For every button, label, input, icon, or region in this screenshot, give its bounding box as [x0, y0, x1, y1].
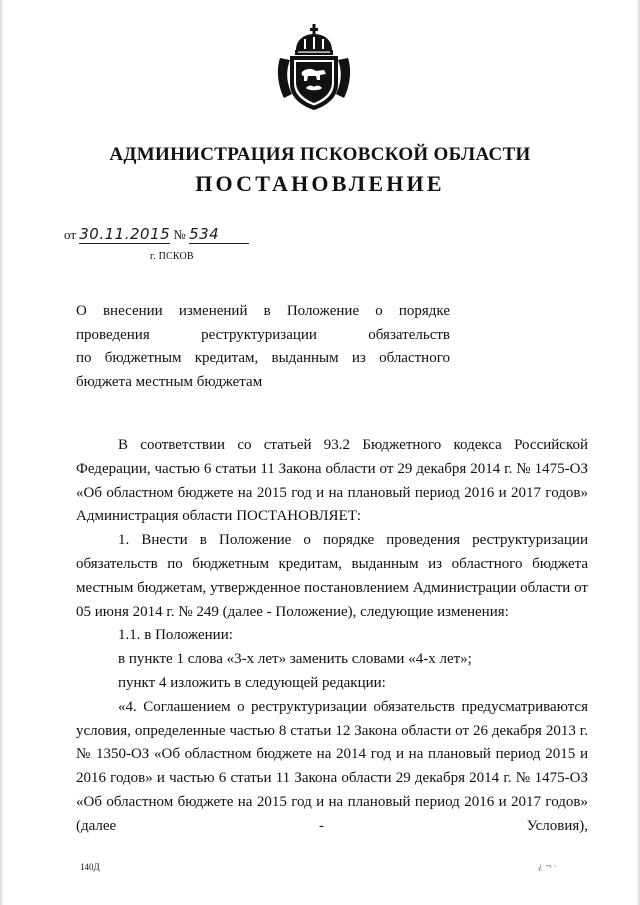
body-paragraph: В соответствии со статьей 93.2 Бюджетного кодекса Российской Федерации, частью 6 статьи 11 Закона области от 29 декабря 2014 г. № 1475-ОЗ «Об областном бюджете на 2015 год и на плановый период 2016 и 2017 годов» Администрация области ПОСТАНОВЛЯЕТ: — [76, 437, 588, 525]
number-value: 534 — [189, 225, 220, 243]
date-prefix: от — [64, 227, 77, 242]
date-number-line — [64, 226, 249, 244]
pskov-coat-of-arms-icon — [274, 24, 354, 112]
body-paragraph: в пункте 1 слова «3-х лет» заменить словами «4-х лет»; — [118, 651, 472, 668]
scan-edge-left — [0, 0, 3, 905]
date-field — [79, 226, 170, 244]
city-label: г. ПСКОВ — [150, 251, 194, 262]
number-sign: № — [173, 227, 186, 242]
footer-code: 140Д — [80, 862, 100, 872]
body-paragraph: «4. Соглашением о реструктуризации обязательств предусматриваются условия, определенные частью 8 статьи 12 Закона области от 26 декабря 2013 г. № 1350-ОЗ «Об областном бюджете на 2014 год и на плановый период 2015 и 2016 годов» и частью 6 статьи 11 Закона области 29 декабря 2014 г. № 1475-ОЗ «Об областном бюджете на 2015 год и на плановый период 2016 и 2017 годов» (далее - Условия), — [76, 698, 588, 834]
body-paragraph: 1.1. в Положении: — [118, 627, 233, 644]
date-value: 30.11.2015 — [79, 225, 171, 243]
subject-line: О внесении изменений в Положение о порядке — [76, 303, 450, 319]
body-paragraph: 1. Внести в Положение о порядке проведения реструктуризации обязательств по бюджетным кредитам, выданным из областного бюджета местным бюджетам, утвержденное постановлением Администрации области от 05 июня 2014 г. № 249 (далее - Положение), следующие изменения: — [76, 532, 588, 620]
scan-mark: ¿ ¬ · — [538, 862, 557, 871]
document-body — [76, 434, 588, 839]
number-field — [189, 226, 249, 244]
document-type-title: ПОСТАНОВЛЕНИЕ — [195, 171, 445, 196]
subject-line: по бюджетным кредитам, выданным из областного — [76, 350, 450, 366]
document-subject — [76, 300, 450, 394]
organization-title: АДМИНИСТРАЦИЯ ПСКОВСКОЙ ОБЛАСТИ — [109, 144, 531, 165]
subject-line: проведения реструктуризации обязательств — [76, 326, 450, 343]
body-paragraph: пункт 4 изложить в следующей редакции: — [118, 674, 386, 691]
subject-line: бюджета местным бюджетам — [76, 373, 263, 390]
